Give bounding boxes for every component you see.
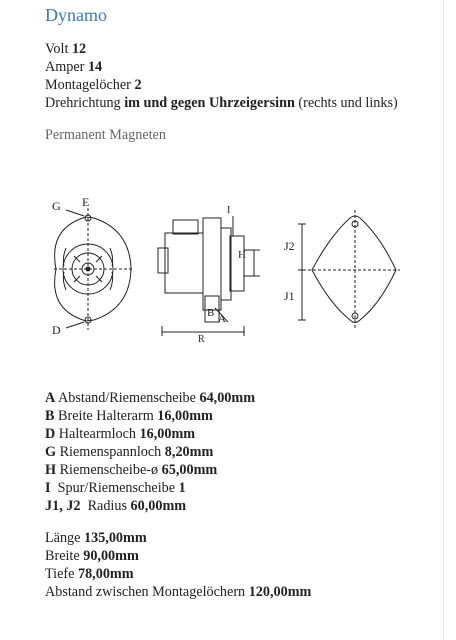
measurement-value: 135,00mm — [84, 530, 147, 546]
measurement-value: 120,00mm — [248, 584, 312, 600]
dimension-key: H — [45, 462, 57, 478]
measurement-width — [45, 547, 311, 565]
spec-value: im und gegen Uhrzeigersinn — [124, 95, 295, 111]
dimension-key: D — [45, 426, 56, 442]
spec-volt — [45, 40, 398, 58]
label-r: R — [198, 334, 205, 345]
dimension-value: 65,00mm — [161, 462, 218, 478]
dimension-label: Breite Halterarm — [58, 408, 154, 424]
dimension-row-a — [45, 389, 255, 407]
dimension-label: Haltearmloch — [58, 426, 137, 442]
measurement-length — [45, 529, 311, 547]
dimension-key: G — [45, 444, 57, 460]
spec-list — [45, 40, 398, 112]
dimension-key: A — [45, 390, 56, 406]
label-g: G — [52, 199, 61, 213]
measurement-value: 78,00mm — [77, 566, 134, 582]
dimension-label: Radius — [87, 498, 127, 514]
product-title: Dynamo — [45, 5, 107, 25]
label-a: A — [218, 313, 226, 325]
spec-rotation — [45, 94, 398, 112]
label-j1: J1 — [284, 289, 295, 303]
dimension-value: 64,00mm — [199, 390, 256, 406]
dimension-row-b — [45, 407, 255, 425]
label-b: B — [207, 307, 215, 319]
spec-mounting-holes — [45, 76, 398, 94]
label-i: I — [227, 205, 231, 216]
dimension-value: 16,00mm — [139, 426, 196, 442]
dimension-label: Spur/Riemenscheibe — [57, 480, 176, 496]
dimension-value: 1 — [178, 480, 186, 496]
label-e: E — [82, 195, 90, 209]
spec-value: 14 — [87, 59, 103, 75]
spec-value: 2 — [134, 77, 142, 93]
dimension-row-j — [45, 497, 255, 515]
technical-drawing — [40, 188, 430, 348]
spec-label: Drehrichtung — [45, 95, 121, 111]
measurement-list — [45, 529, 311, 601]
spec-suffix: (rechts und links) — [298, 95, 398, 111]
dimension-value: 8,20mm — [164, 444, 214, 460]
spec-amper — [45, 58, 398, 76]
measurement-label: Länge — [45, 530, 81, 546]
dimension-row-h — [45, 461, 255, 479]
spec-label: Amper — [45, 59, 85, 75]
dimension-label: Abstand/Riemenscheibe — [58, 390, 196, 406]
label-d: D — [52, 323, 61, 337]
dimension-key: I — [45, 480, 51, 496]
label-h: H — [238, 249, 246, 261]
right-divider — [443, 0, 444, 640]
dimension-key: J1, J2 — [45, 498, 81, 514]
label-j2: J2 — [284, 239, 295, 253]
measurement-hole-distance — [45, 583, 311, 601]
dimension-label: Riemenscheibe-ø — [59, 462, 159, 478]
measurement-label: Abstand zwischen Montagelöchern — [45, 584, 246, 600]
spec-label: Montagelöcher — [45, 77, 131, 93]
dimension-row-i — [45, 479, 255, 497]
measurement-depth — [45, 565, 311, 583]
dimension-list — [45, 389, 255, 515]
magnet-type-heading: Permanent Magneten — [45, 127, 166, 143]
dimension-value: 16,00mm — [157, 408, 213, 424]
dimension-value: 60,00mm — [130, 498, 187, 514]
spec-label: Volt — [45, 41, 69, 57]
dimension-row-d — [45, 425, 255, 443]
front-view-drawing — [54, 208, 133, 330]
dimension-key: B — [45, 408, 55, 424]
spec-value: 12 — [71, 41, 87, 57]
back-view-drawing — [298, 210, 400, 330]
measurement-label: Breite — [45, 548, 80, 564]
measurement-label: Tiefe — [45, 566, 75, 582]
dimension-label: Riemenspannloch — [59, 444, 162, 460]
measurement-value: 90,00mm — [83, 548, 139, 564]
dimension-row-g — [45, 443, 255, 461]
